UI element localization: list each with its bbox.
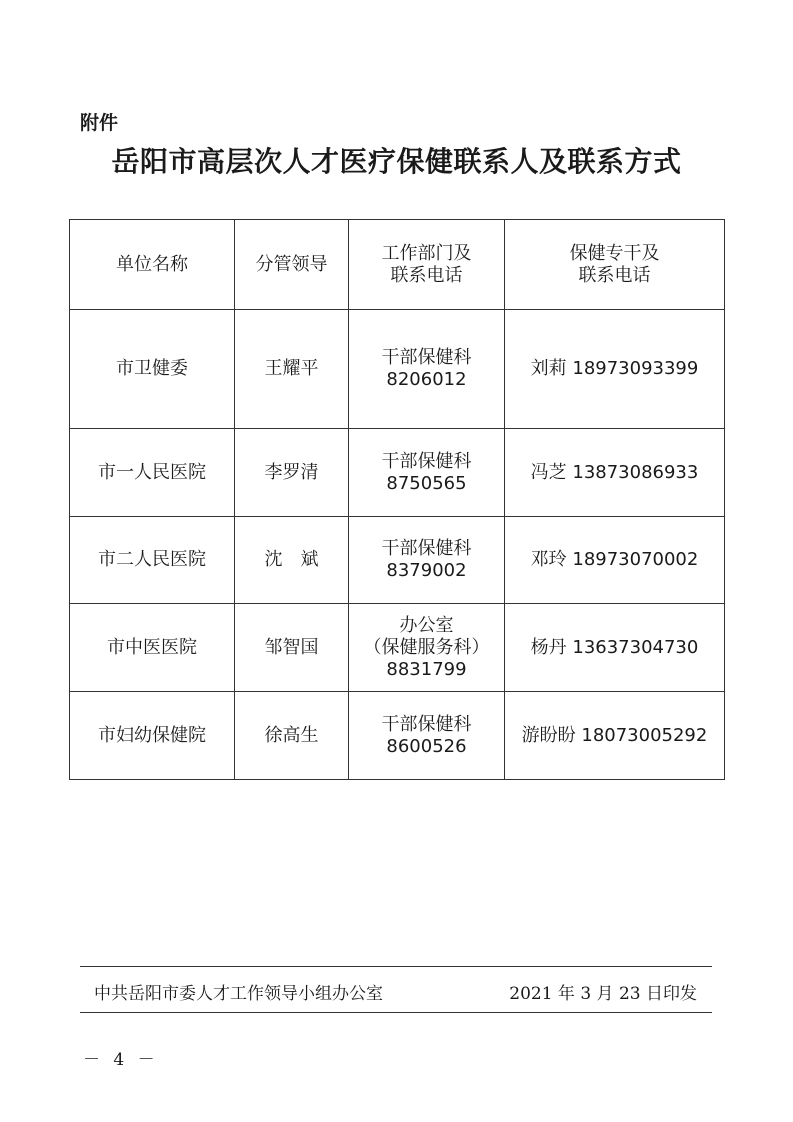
table-row	[70, 517, 725, 604]
cell-staff: 冯芝 13873086933	[505, 429, 725, 517]
footer-issue-date: 2021 年 3 月 23 日印发	[509, 984, 697, 1004]
cell-dept-line: （保健服务科）	[363, 636, 490, 658]
cell-unit: 市中医医院	[70, 604, 235, 692]
cell-dept-line: 干部保健科	[381, 538, 472, 559]
table-row	[70, 692, 725, 780]
attachment-label: 附件	[80, 112, 119, 134]
header-dept	[349, 220, 505, 310]
cell-unit: 市二人民医院	[70, 517, 235, 604]
cell-dept-line: 干部保健科	[381, 713, 472, 735]
table-header-row	[70, 220, 725, 310]
cell-dept-line: 8750565	[386, 472, 467, 494]
cell-leader: 邹智国	[235, 604, 349, 692]
cell-leader: 李罗清	[235, 429, 349, 517]
cell-staff: 杨丹 13637304730	[505, 604, 725, 692]
cell-staff: 刘莉 18973093399	[505, 310, 725, 429]
cell-dept-line: 8600526	[386, 735, 467, 757]
header-staff	[505, 220, 725, 310]
cell-leader: 徐高生	[235, 692, 349, 780]
page-number: － 4 －	[83, 1050, 159, 1070]
table-row	[70, 429, 725, 517]
cell-dept	[349, 692, 505, 780]
header-staff-line2: 联系电话	[578, 264, 651, 286]
cell-dept-line: 干部保健科	[381, 450, 472, 472]
footer-top-rule	[80, 966, 712, 967]
cell-dept	[349, 604, 505, 692]
footer-bottom-rule	[80, 1012, 712, 1013]
cell-dept-line: 8206012	[386, 369, 467, 390]
cell-staff: 游盼盼 18073005292	[505, 692, 725, 780]
cell-leader: 王耀平	[235, 310, 349, 429]
cell-staff: 邓玲 18973070002	[505, 517, 725, 604]
cell-dept-line: 8379002	[386, 560, 467, 581]
cell-dept-line: 干部保健科	[381, 347, 472, 368]
cell-dept-line: 办公室	[399, 614, 454, 636]
table-row	[70, 310, 725, 429]
cell-unit: 市妇幼保健院	[70, 692, 235, 780]
header-staff-line1: 保健专干及	[569, 242, 660, 264]
footer-issuer: 中共岳阳市委人才工作领导小组办公室	[94, 984, 383, 1004]
contacts-table	[69, 219, 725, 780]
cell-unit: 市一人民医院	[70, 429, 235, 517]
header-unit: 单位名称	[70, 220, 235, 310]
cell-dept	[349, 517, 505, 604]
header-leader: 分管领导	[235, 220, 349, 310]
document-title: 岳阳市高层次人才医疗保健联系人及联系方式	[111, 145, 682, 178]
cell-dept	[349, 429, 505, 517]
header-dept-line1: 工作部门及	[381, 242, 472, 264]
cell-dept	[349, 310, 505, 429]
table-row	[70, 604, 725, 692]
cell-unit: 市卫健委	[70, 310, 235, 429]
cell-leader: 沈 斌	[235, 517, 349, 604]
cell-dept-line: 8831799	[386, 658, 467, 680]
header-dept-line2: 联系电话	[390, 264, 463, 286]
